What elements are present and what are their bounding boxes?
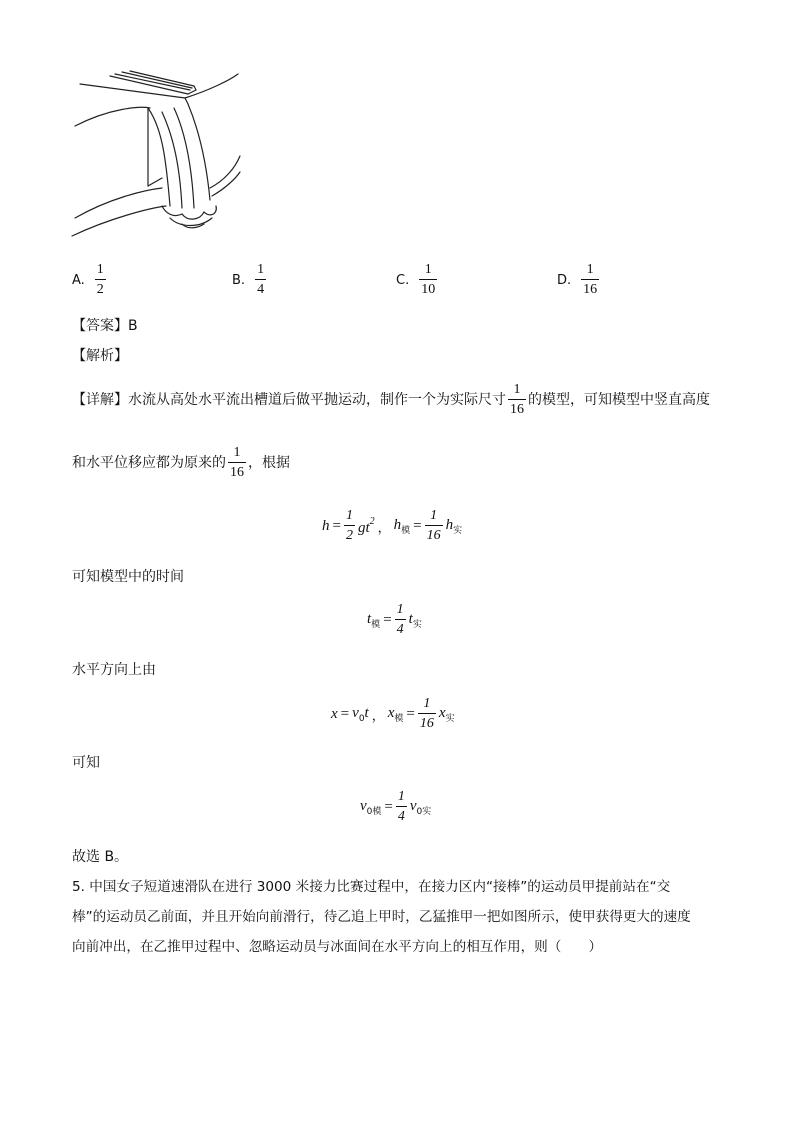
water-flow-illustration [70,68,250,243]
detail-text-1a: 水流从高处水平流出槽道后做平抛运动，制作一个为实际尺寸 [128,392,506,408]
text-time: 可知模型中的时间 [72,569,184,585]
detail-label: 【详解】 [72,392,128,408]
text-choose: 故选 B。 [72,849,129,865]
detail-fraction-2: $\frac{1}{16}$ [230,445,244,480]
detail-text-1b: 的模型，可知模型中竖直高度 [528,392,710,408]
detail-line-1 [72,383,710,417]
answer-line [72,319,138,333]
question-5-line-1: 5. 中国女子短道速滑队在进行 3000 米接力比赛过程中，在接力区内“接棒”的运动员甲提前站在“交 [72,879,671,895]
option-letter: B. [232,272,246,288]
option-letter: D. [557,272,572,288]
equation-displacement: x = $v_0t$ ， $x_模$ = $\frac{1}{16}$ $x_实$ [331,696,455,731]
eq1-half: $\frac{1}{2}$ [345,508,353,543]
question-5-line-3: 向前冲出，在乙推甲过程中、忽略运动员与冰面间在水平方向上的相互作用，则（ ） [72,939,603,955]
answer-value: B [128,318,138,334]
eq1-ratio: $\frac{1}{16}$ [426,508,441,543]
option-letter: C. [396,272,410,288]
option-d [557,263,599,297]
detail-text-2a: 和水平位移应都为原来的 [72,455,226,471]
option-fraction: $\frac{1}{10}$ [421,262,436,297]
equation-time: $t_模$ = $\frac{1}{4}$ $t_实$ [367,602,422,637]
eq4-ratio: $\frac{1}{4}$ [397,789,405,824]
analysis-label: 【解析】 [72,348,128,364]
eq3-ratio: $\frac{1}{16}$ [419,696,434,731]
detail-fraction-1: $\frac{1}{16}$ [510,382,524,417]
option-letter: A. [72,272,85,288]
equation-velocity: $v_{0模}$ = $\frac{1}{4}$ $v_{0实}$ [360,789,432,824]
answer-label: 【答案】 [72,318,128,334]
option-fraction: $\frac{1}{16}$ [583,262,598,297]
detail-text-2b: ，根据 [248,455,290,471]
detail-line-2 [72,446,290,480]
question-5-line-2: 棒”的运动员乙前面，并且开始向前滑行，待乙追上甲时，乙猛推甲一把如图所示，使甲获得更大的速度 [72,909,691,925]
equation-height: h = $\frac{1}{2}$ $gt^2$ ， $h_模$ = $\frac{1}{16}$ $h_实$ [322,508,463,543]
text-horizontal: 水平方向上由 [72,662,156,678]
text-kezhi: 可知 [72,755,100,771]
option-c [396,263,437,297]
option-a [72,263,106,297]
option-fraction: $\frac{1}{2}$ [96,262,104,297]
option-b [232,263,266,297]
eq2-ratio: $\frac{1}{4}$ [396,602,404,637]
option-fraction: $\frac{1}{4}$ [257,262,265,297]
